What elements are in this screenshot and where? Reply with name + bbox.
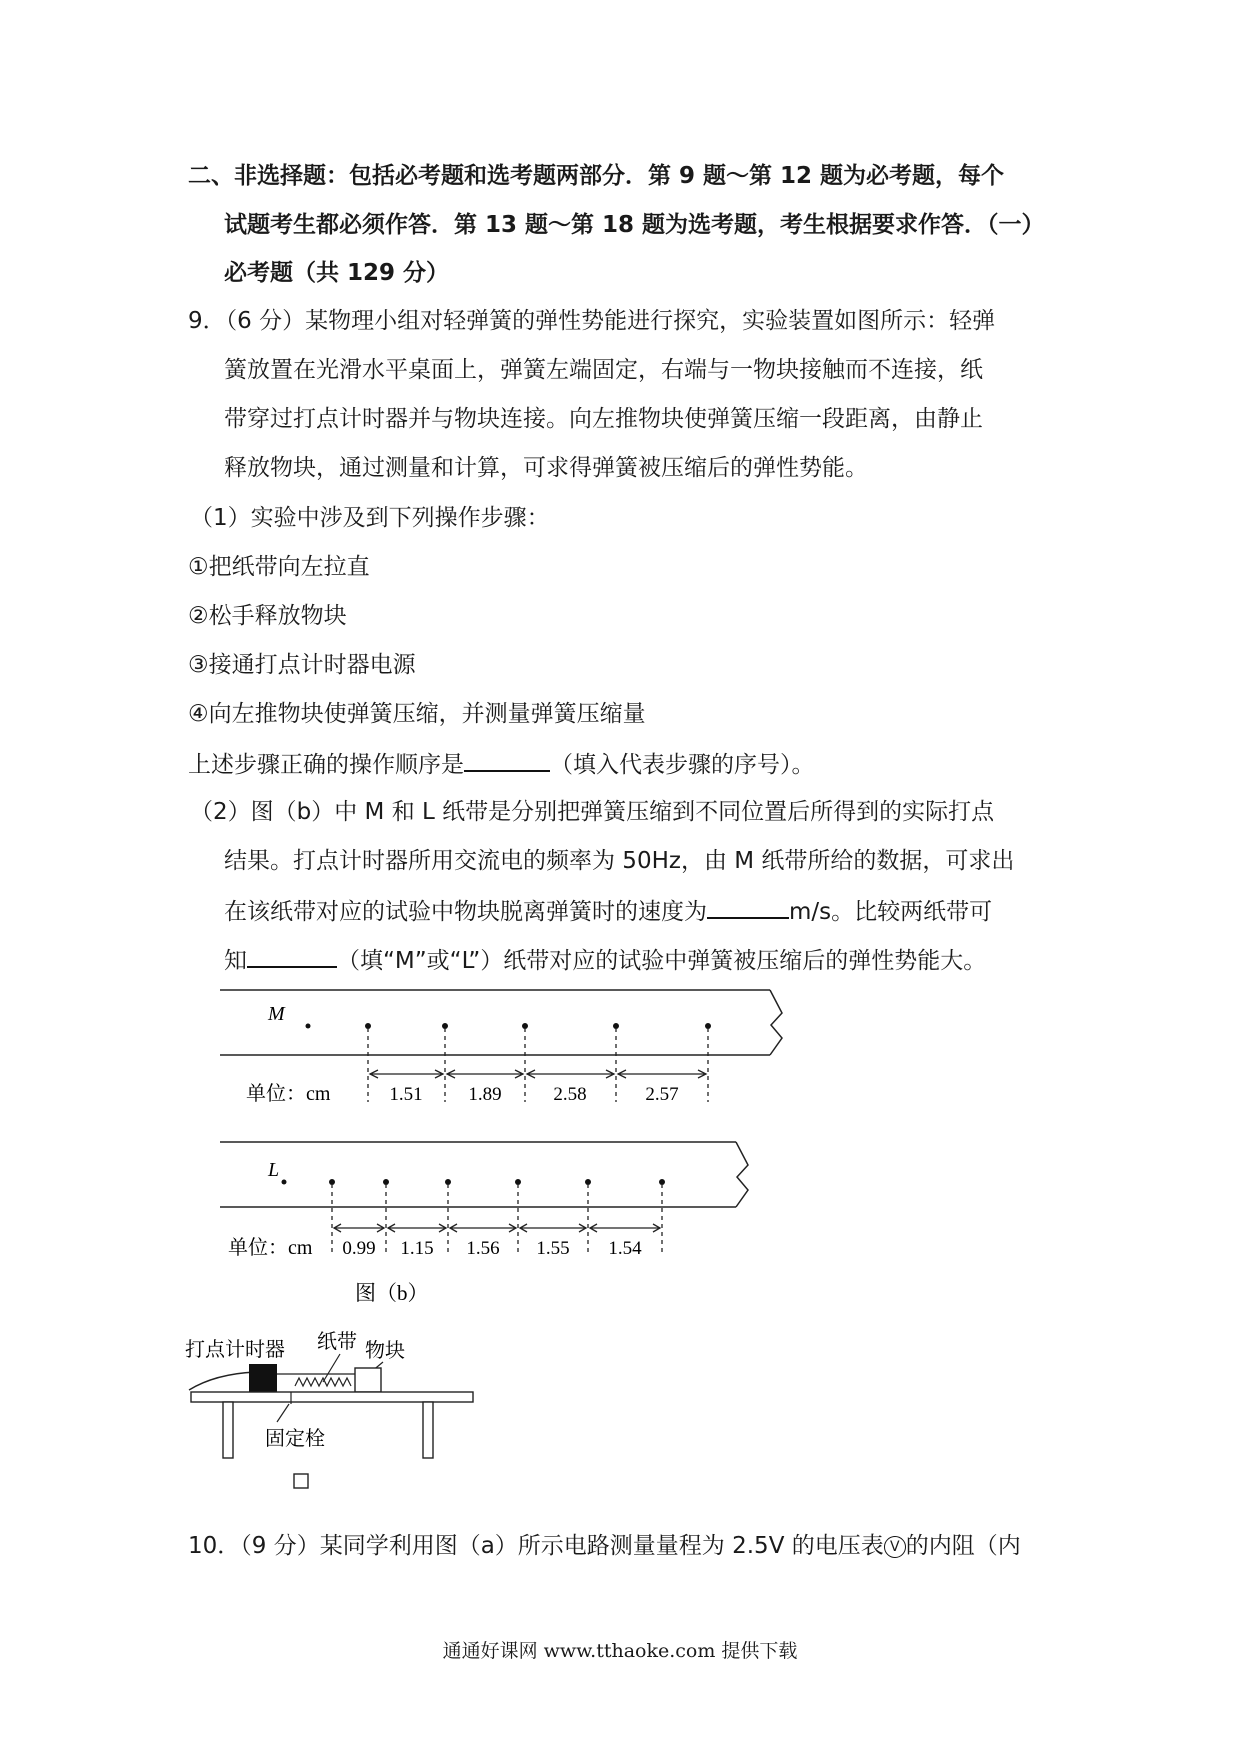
q9-step-1: ①把纸带向左拉直: [188, 554, 370, 580]
q9-part2-line-4-prefix: 知: [224, 948, 247, 974]
figure-b-caption: 图（b）: [355, 1281, 429, 1305]
voltmeter-icon: V: [884, 1536, 906, 1558]
q9-intro-line-2: 簧放置在光滑水平桌面上，弹簧左端固定，右端与一物块接触而不连接，纸: [224, 357, 983, 383]
tape-l: [220, 1142, 748, 1259]
pin-label: 固定栓: [265, 1428, 325, 1450]
answer-blank-tape: [247, 944, 337, 968]
q9-step-2: ②松手释放物块: [188, 603, 347, 629]
tape-l-label: L: [268, 1159, 280, 1181]
answer-blank-speed: [707, 895, 789, 919]
tape-l-value: 0.99: [342, 1238, 376, 1259]
timer-label: 打点计时器: [185, 1339, 285, 1361]
answer-blank-order: [464, 748, 550, 772]
tape-m-value: 1.89: [468, 1084, 502, 1105]
tape-m-dot: [306, 1024, 311, 1029]
q10-line-1-suffix: 的内阻（内: [905, 1533, 1021, 1559]
q9-order-suffix: （填入代表步骤的序号）。: [550, 752, 815, 778]
tape-m-value: 2.58: [553, 1084, 587, 1105]
q10-line-1-text: 10．（9 分）某同学利用图（a）所示电路测量量程为 2.5V 的电压表: [188, 1533, 884, 1559]
tape-m-value: 1.51: [389, 1084, 423, 1105]
q9-part2-line-3-suffix: m/s。比较两纸带可: [789, 899, 993, 925]
q10-line-1: [188, 1531, 1021, 1561]
block-box: [355, 1368, 381, 1392]
tape-l-value: 1.54: [608, 1238, 642, 1259]
tape-m: [220, 990, 782, 1105]
q9-intro-line-4: 释放物块，通过测量和计算，可求得弹簧被压缩后的弹性势能。: [224, 455, 868, 481]
q9-order-line: [188, 748, 815, 780]
q9-intro-line-1: 9．（6 分）某物理小组对轻弹簧的弹性势能进行探究，实验装置如图所示：轻弹: [188, 308, 996, 334]
section-heading-line-3: 必考题（共 129 分）: [224, 260, 450, 286]
q9-part2-line-4-suffix: （填“M”或“L”）纸带对应的试验中弹簧被压缩后的弹性势能大。: [337, 948, 987, 974]
tape-label: 纸带: [317, 1331, 357, 1353]
placeholder-square: [294, 1474, 308, 1488]
tape-l-dot: [282, 1180, 287, 1185]
footer-source: 通通好课网 www.tthaoke.com 提供下载: [442, 1640, 798, 1662]
q9-step-4: ④向左推物块使弹簧压缩，并测量弹簧压缩量: [188, 701, 646, 727]
tape-l-unit: 单位：cm: [228, 1237, 313, 1259]
q9-step-3: ③接通打点计时器电源: [188, 652, 416, 678]
tape-m-value: 2.57: [645, 1084, 679, 1105]
timer-box: [249, 1364, 277, 1392]
q9-intro-line-3: 带穿过打点计时器并与物块连接。向左推物块使弹簧压缩一段距离，由静止: [224, 406, 983, 432]
section-heading-line-2: 试题考生都必须作答．第 13 题～第 18 题为选考题，考生根据要求作答．（一）: [224, 212, 1045, 238]
tape-l-value: 1.56: [466, 1238, 500, 1259]
table-top: [191, 1392, 473, 1402]
section-heading-line-1: 二、非选择题：包括必考题和选考题两部分．第 9 题～第 12 题为必考题，每个: [188, 163, 1005, 189]
q9-part2-line-4: [224, 944, 986, 976]
q9-part2-line-2: 结果。打点计时器所用交流电的频率为 50Hz，由 M 纸带所给的数据，可求出: [224, 848, 1015, 874]
q9-part1-heading: （1）实验中涉及到下列操作步骤：: [190, 505, 550, 531]
table-leg: [223, 1402, 233, 1458]
tape-m-label: M: [268, 1003, 285, 1025]
tape-l-value: 1.15: [400, 1238, 434, 1259]
table-leg: [423, 1402, 433, 1458]
q9-part2-line-1: （2）图（b）中 M 和 L 纸带是分别把弹簧压缩到不同位置后所得到的实际打点: [190, 799, 995, 825]
q9-part2-line-3: [224, 895, 992, 927]
apparatus-diagram: [185, 1330, 525, 1500]
paper-tape: [189, 1372, 255, 1390]
figure-b-tapes: [200, 980, 820, 1310]
block-label: 物块: [365, 1340, 405, 1362]
q9-order-prefix: 上述步骤正确的操作顺序是: [188, 752, 464, 778]
q9-part2-line-3-prefix: 在该纸带对应的试验中物块脱离弹簧时的速度为: [224, 899, 707, 925]
tape-m-unit: 单位：cm: [246, 1083, 331, 1105]
tape-l-value: 1.55: [536, 1238, 570, 1259]
